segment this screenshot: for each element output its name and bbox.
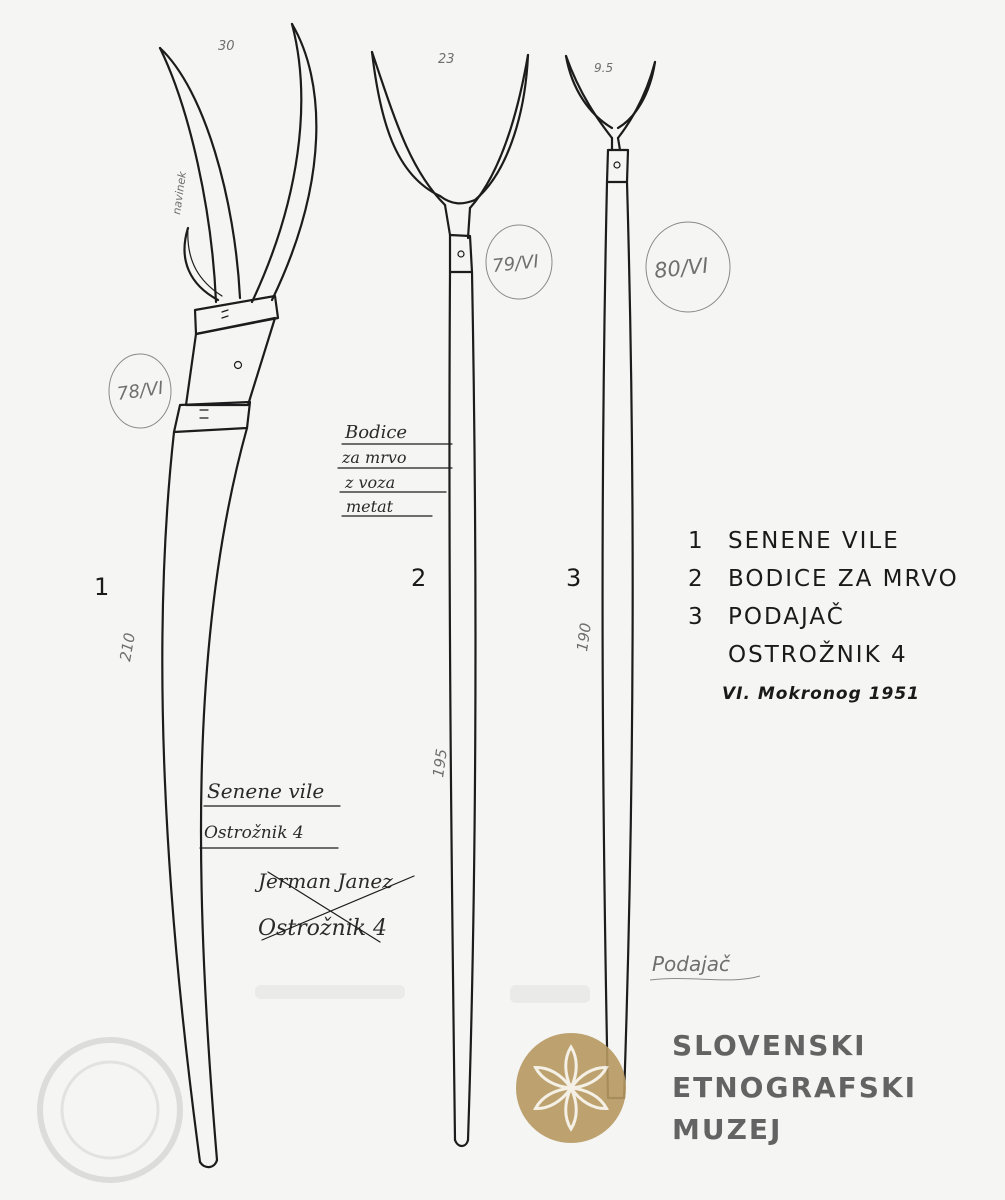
figure-number-1: 1 [94,573,110,601]
legend-item [688,604,988,642]
figure-number-3: 3 [566,564,582,592]
legend-item-label: BODICE ZA MRVO [728,566,959,592]
inventory-stamp-2 [486,225,552,299]
note-podajac-text: Podajač [652,952,731,976]
note-owner-place: Ostrožnik 4 [258,916,388,941]
dimension-length-2: 195 [429,747,451,779]
legend-item [688,566,988,604]
legend-item-number: 2 [688,566,705,592]
note-owner [254,869,414,942]
legend-item-number: 1 [688,528,705,554]
dimension-length-3: 190 [573,621,595,653]
museum-name-line: MUZEJ [672,1113,783,1146]
stamp-label-3: 80/VI [653,253,710,283]
stamp-label-2: 79/VI [491,251,540,277]
museum-name-line: SLOVENSKI [672,1029,867,1062]
tine-note: navinek [170,170,190,216]
tool-2-bodice [372,52,528,1146]
dimension-length-1: 210 [116,631,139,663]
legend [688,528,988,704]
note-senene-place: Ostrožnik 4 [204,823,304,843]
flower-icon [516,1033,626,1143]
inventory-stamp-1 [109,354,171,428]
note-senene-title: Senene vile [207,779,325,803]
legend-date: VI. Mokronog 1951 [722,684,921,704]
legend-item-label: PODAJAČ [728,604,845,630]
note-bodice-line-2: za mrvo [342,448,407,467]
figure-number-2: 2 [411,564,427,592]
museum-name [672,1025,917,1151]
museum-name-line: ETNOGRAFSKI [672,1071,918,1104]
note-bodice-line-4: metat [346,497,394,516]
note-senene-vile [200,779,340,848]
legend-item-number: 3 [688,604,705,630]
stamp-label-1: 78/VI [115,377,165,405]
inventory-stamp-3 [646,222,730,312]
embossed-seal [40,1040,180,1180]
note-podajac [650,952,760,980]
legend-item [688,528,988,566]
dimension-width-1: 30 [218,39,235,54]
legend-item-label: SENENE VILE [728,528,900,554]
dimension-width-3: 9.5 [594,61,614,75]
museum-logo [516,1033,626,1143]
note-bodice-line-3: z voza [345,473,396,492]
note-owner-name: Jerman Janez [258,869,393,893]
dimension-width-2: 23 [438,52,455,67]
museum-watermark [516,1013,936,1163]
note-bodice [338,422,452,516]
erased-pencil-traces [255,985,590,1003]
legend-place: OSTROŽNIK 4 [728,642,908,668]
note-bodice-line-1: Bodice [345,422,408,443]
